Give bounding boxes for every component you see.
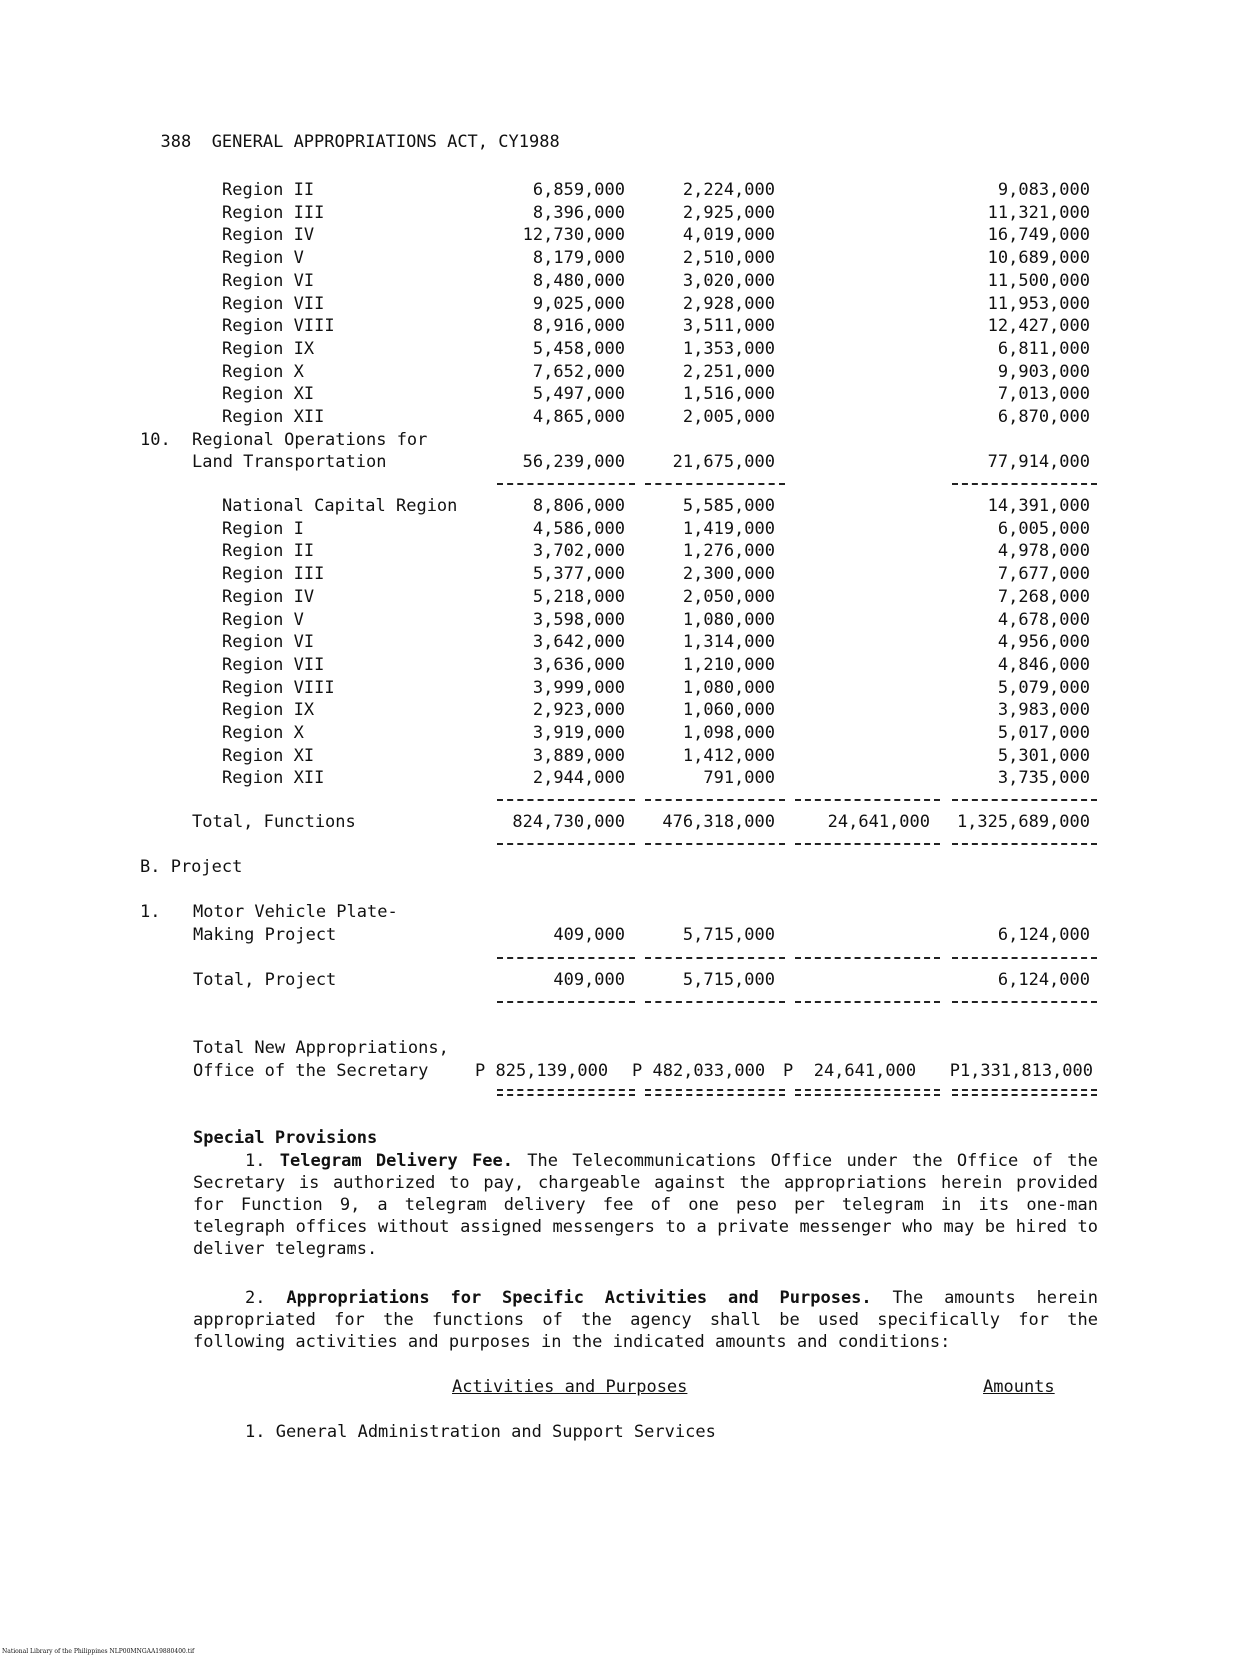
region-label: Region XI: [222, 384, 315, 405]
rule: [795, 1001, 940, 1003]
amount-c4: 5,079,000: [997, 677, 1090, 698]
amount-c4: 12,427,000: [987, 316, 1090, 337]
amount-c1: 3,702,000: [532, 541, 625, 562]
double-rule: [795, 1089, 940, 1096]
amount-c4: 3,735,000: [997, 768, 1090, 789]
amount-c4: 4,846,000: [997, 654, 1090, 675]
rule: [952, 843, 1097, 845]
table-row: [0, 248, 1237, 270]
table-row: [0, 519, 1237, 541]
amount-c2: 1,080,000: [682, 677, 775, 698]
amount-c4: 11,953,000: [987, 293, 1090, 314]
provision-2-title: Appropriations for Specific Activities and Purposes.: [286, 1288, 872, 1308]
amount-c2: 2,925,000: [682, 202, 775, 223]
amount-c4: 6,005,000: [997, 518, 1090, 539]
amount-c2: 1,080,000: [682, 609, 775, 630]
amount-c4: 4,956,000: [997, 632, 1090, 653]
region-label: Region V: [222, 248, 304, 269]
table-row: [0, 180, 1237, 202]
table-row: [0, 407, 1237, 429]
region-label: Region IV: [222, 225, 315, 246]
rule: [645, 957, 785, 959]
region-label: Region X: [222, 723, 304, 743]
rule: [645, 799, 785, 801]
amount-c1: 3,636,000: [532, 654, 625, 675]
provision-2-number: 2.: [245, 1288, 266, 1308]
amount-c2: 1,516,000: [682, 384, 775, 405]
rule: [497, 799, 635, 801]
activities-column-header: Activities and Purposes: [452, 1377, 688, 1397]
grand-total-line2: Office of the Secretary: [193, 1061, 429, 1081]
table-row: [0, 496, 1237, 518]
item-number: 1.: [140, 902, 161, 922]
amount-c2: 5,585,000: [682, 496, 775, 516]
amount-c4: 7,013,000: [997, 384, 1090, 405]
amount-c1: 3,999,000: [532, 677, 625, 698]
table-row: [0, 610, 1237, 632]
amount-c4: 6,811,000: [997, 338, 1090, 359]
total-functions-row: [0, 812, 1237, 834]
item-label-line1: Motor Vehicle Plate-: [193, 902, 398, 922]
amount-c3: P 24,641,000: [783, 1061, 917, 1081]
amount-c4: 4,978,000: [997, 541, 1090, 562]
double-rule: [952, 1089, 1097, 1096]
page-number: 388: [160, 132, 192, 152]
region-label: Region II: [222, 541, 315, 562]
special-provision-2: [193, 1287, 1098, 1353]
region-label: Region IV: [222, 586, 315, 607]
amount-c1: 409,000: [553, 970, 625, 990]
amount-c2: 2,050,000: [682, 586, 775, 607]
amount-c4: 11,321,000: [987, 202, 1090, 223]
amount-c2: 791,000: [703, 768, 775, 789]
table-row: [0, 541, 1237, 563]
region-label: Region I: [222, 518, 304, 539]
amount-c4: 77,914,000: [987, 452, 1090, 472]
table-row: [0, 316, 1237, 338]
amount-c1: 56,239,000: [522, 452, 625, 472]
project-heading: B. Project: [140, 857, 243, 877]
rule: [497, 1001, 635, 1003]
amount-c2: 476,318,000: [662, 812, 775, 832]
amount-c2: 5,715,000: [682, 970, 775, 990]
amount-c2: 1,419,000: [682, 518, 775, 539]
provision-1-title: Telegram Delivery Fee.: [279, 1151, 514, 1171]
rule: [795, 799, 940, 801]
item-10-row2: [0, 452, 1237, 474]
amount-c4: 7,268,000: [997, 586, 1090, 607]
region-label: Region VI: [222, 632, 315, 653]
total-project-row: [0, 970, 1237, 992]
table-row: [0, 723, 1237, 745]
region-label: Region XI: [222, 745, 315, 766]
double-rule: [497, 1089, 635, 1096]
amount-c2: 2,510,000: [682, 248, 775, 269]
amount-c1: 2,944,000: [532, 768, 625, 789]
amount-c1: 824,730,000: [512, 812, 625, 832]
provision-2-text: The amounts herein appropriated for the functions of the agency shall be used specifically for the following activities and purposes in the indicated amounts and conditions:: [193, 1288, 1098, 1352]
rule: [795, 957, 940, 959]
amount-c2: 2,928,000: [682, 293, 775, 314]
region-label: Region III: [222, 564, 325, 585]
region-label: Region VII: [222, 293, 325, 314]
amount-c2: 3,020,000: [682, 270, 775, 291]
page-header: [140, 112, 560, 152]
special-provisions-heading: Special Provisions: [193, 1128, 378, 1148]
grand-total-row1: [0, 1038, 1237, 1060]
amount-c2: 1,412,000: [682, 745, 775, 766]
amount-c1: 3,642,000: [532, 632, 625, 653]
region-label: Region XII: [222, 768, 325, 789]
amount-c2: 5,715,000: [682, 925, 775, 945]
provision-1-number: 1.: [245, 1151, 266, 1171]
amount-c1: 5,497,000: [532, 384, 625, 405]
table-row: [0, 271, 1237, 293]
amount-c4: 10,689,000: [987, 248, 1090, 269]
table-row: [0, 564, 1237, 586]
amount-c1: 8,806,000: [532, 496, 625, 516]
amount-c2: 2,251,000: [682, 361, 775, 382]
table-row: [0, 362, 1237, 384]
amount-c2: 1,060,000: [682, 700, 775, 721]
project-item-row1: [0, 902, 1237, 924]
rule: [645, 1001, 785, 1003]
table-row: [0, 768, 1237, 790]
amount-c1: 9,025,000: [532, 293, 625, 314]
region-label: Region IX: [222, 700, 315, 721]
amount-c2: 4,019,000: [682, 225, 775, 246]
region-label: Region VIII: [222, 677, 335, 698]
amount-c4: 9,083,000: [997, 180, 1090, 200]
amount-c4: 6,124,000: [997, 970, 1090, 990]
table-row: [0, 655, 1237, 677]
item-10-row1: [0, 430, 1237, 452]
amount-c4: 6,124,000: [997, 925, 1090, 945]
amount-c4: 3,983,000: [997, 700, 1090, 721]
amount-c3: 24,641,000: [827, 812, 930, 832]
region-label: National Capital Region: [222, 496, 458, 516]
rule: [952, 957, 1097, 959]
total-functions-label: Total, Functions: [192, 812, 356, 832]
region-label: Region II: [222, 180, 315, 200]
region-label: Region IX: [222, 338, 315, 359]
table-row: [0, 294, 1237, 316]
amount-c2: 1,314,000: [682, 632, 775, 653]
amount-c2: P 482,033,000: [632, 1061, 766, 1081]
amount-c1: 3,919,000: [532, 723, 625, 743]
total-project-label: Total, Project: [193, 970, 337, 990]
rule: [497, 483, 635, 485]
special-provision-1: [193, 1150, 1098, 1260]
amount-c1: P 825,139,000: [475, 1061, 609, 1081]
amount-c1: 7,652,000: [532, 361, 625, 382]
table-row: [0, 632, 1237, 654]
amount-c2: 21,675,000: [672, 452, 775, 472]
table-row: [0, 746, 1237, 768]
table-row: [0, 678, 1237, 700]
amount-c2: 2,224,000: [682, 180, 775, 200]
region-label: Region V: [222, 609, 304, 630]
amount-c1: 2,923,000: [532, 700, 625, 721]
amount-c1: 5,377,000: [532, 564, 625, 585]
footer-note: National Library of the Philippines NLP00MNGAA19880400.tif: [2, 1648, 195, 1655]
item-number: 10.: [140, 430, 171, 450]
activity-item-1: 1. General Administration and Support Services: [245, 1422, 716, 1442]
amount-c2: 1,353,000: [682, 338, 775, 359]
rule: [645, 843, 785, 845]
amount-c4: 1,325,689,000: [956, 812, 1090, 832]
item-label-line2: Land Transportation: [192, 452, 387, 472]
amount-c4: 5,301,000: [997, 745, 1090, 766]
table-row: [0, 384, 1237, 406]
project-item-row2: [0, 925, 1237, 947]
table-row: [0, 225, 1237, 247]
amount-c1: 12,730,000: [522, 225, 625, 246]
amounts-column-header: Amounts: [983, 1377, 1055, 1397]
rule: [952, 799, 1097, 801]
amount-c4: 9,903,000: [997, 361, 1090, 382]
amount-c2: 1,098,000: [682, 723, 775, 743]
amount-c4: 14,391,000: [987, 496, 1090, 516]
amount-c1: 8,480,000: [532, 270, 625, 291]
amount-c4: 16,749,000: [987, 225, 1090, 246]
grand-total-line1: Total New Appropriations,: [193, 1038, 449, 1058]
rule: [497, 843, 635, 845]
amount-c4: 7,677,000: [997, 564, 1090, 585]
amount-c1: 4,865,000: [532, 407, 625, 427]
region-label: Region VII: [222, 654, 325, 675]
amount-c4: 4,678,000: [997, 609, 1090, 630]
rule: [952, 1001, 1097, 1003]
rule: [952, 483, 1097, 485]
amount-c4: 11,500,000: [987, 270, 1090, 291]
amount-c2: 2,005,000: [682, 407, 775, 427]
rule: [497, 957, 635, 959]
amount-c1: 4,586,000: [532, 518, 625, 539]
rule: [645, 483, 785, 485]
amount-c1: 5,218,000: [532, 586, 625, 607]
rule: [795, 843, 940, 845]
region-label: Region VIII: [222, 316, 335, 337]
amount-c2: 1,276,000: [682, 541, 775, 562]
item-label-line2: Making Project: [193, 925, 337, 945]
amount-c1: 8,916,000: [532, 316, 625, 337]
double-rule: [645, 1089, 785, 1096]
amount-c4: 5,017,000: [997, 723, 1090, 743]
item-label-line1: Regional Operations for: [192, 430, 428, 450]
table-row: [0, 700, 1237, 722]
amount-c2: 3,511,000: [682, 316, 775, 337]
amount-c1: 6,859,000: [532, 180, 625, 200]
amount-c1: 8,396,000: [532, 202, 625, 223]
amount-c2: 1,210,000: [682, 654, 775, 675]
table-row: [0, 587, 1237, 609]
amount-c1: 3,889,000: [532, 745, 625, 766]
region-label: Region X: [222, 361, 304, 382]
amount-c1: 409,000: [553, 925, 625, 945]
region-label: Region XII: [222, 407, 325, 427]
amount-c4: 6,870,000: [997, 407, 1090, 427]
table-row: [0, 203, 1237, 225]
table-row: [0, 339, 1237, 361]
grand-total-row2: [0, 1061, 1237, 1083]
amount-c1: 8,179,000: [532, 248, 625, 269]
amount-c1: 3,598,000: [532, 609, 625, 630]
region-label: Region III: [222, 202, 325, 223]
amount-c2: 2,300,000: [682, 564, 775, 585]
amount-c1: 5,458,000: [532, 338, 625, 359]
region-label: Region VI: [222, 270, 315, 291]
provision-1-text: The Telecommunications Office under the Office of the Secretary is authorized to pay, chargeable against the appropriations herein provided for Function 9, a telegram delivery fee of one peso per telegram in its one-man telegraph offices without assigned messengers to a private messenger who may be hired to deliver telegrams.: [193, 1151, 1098, 1259]
page-title: GENERAL APPROPRIATIONS ACT, CY1988: [211, 132, 560, 152]
amount-c4: P1,331,813,000: [949, 1061, 1093, 1081]
